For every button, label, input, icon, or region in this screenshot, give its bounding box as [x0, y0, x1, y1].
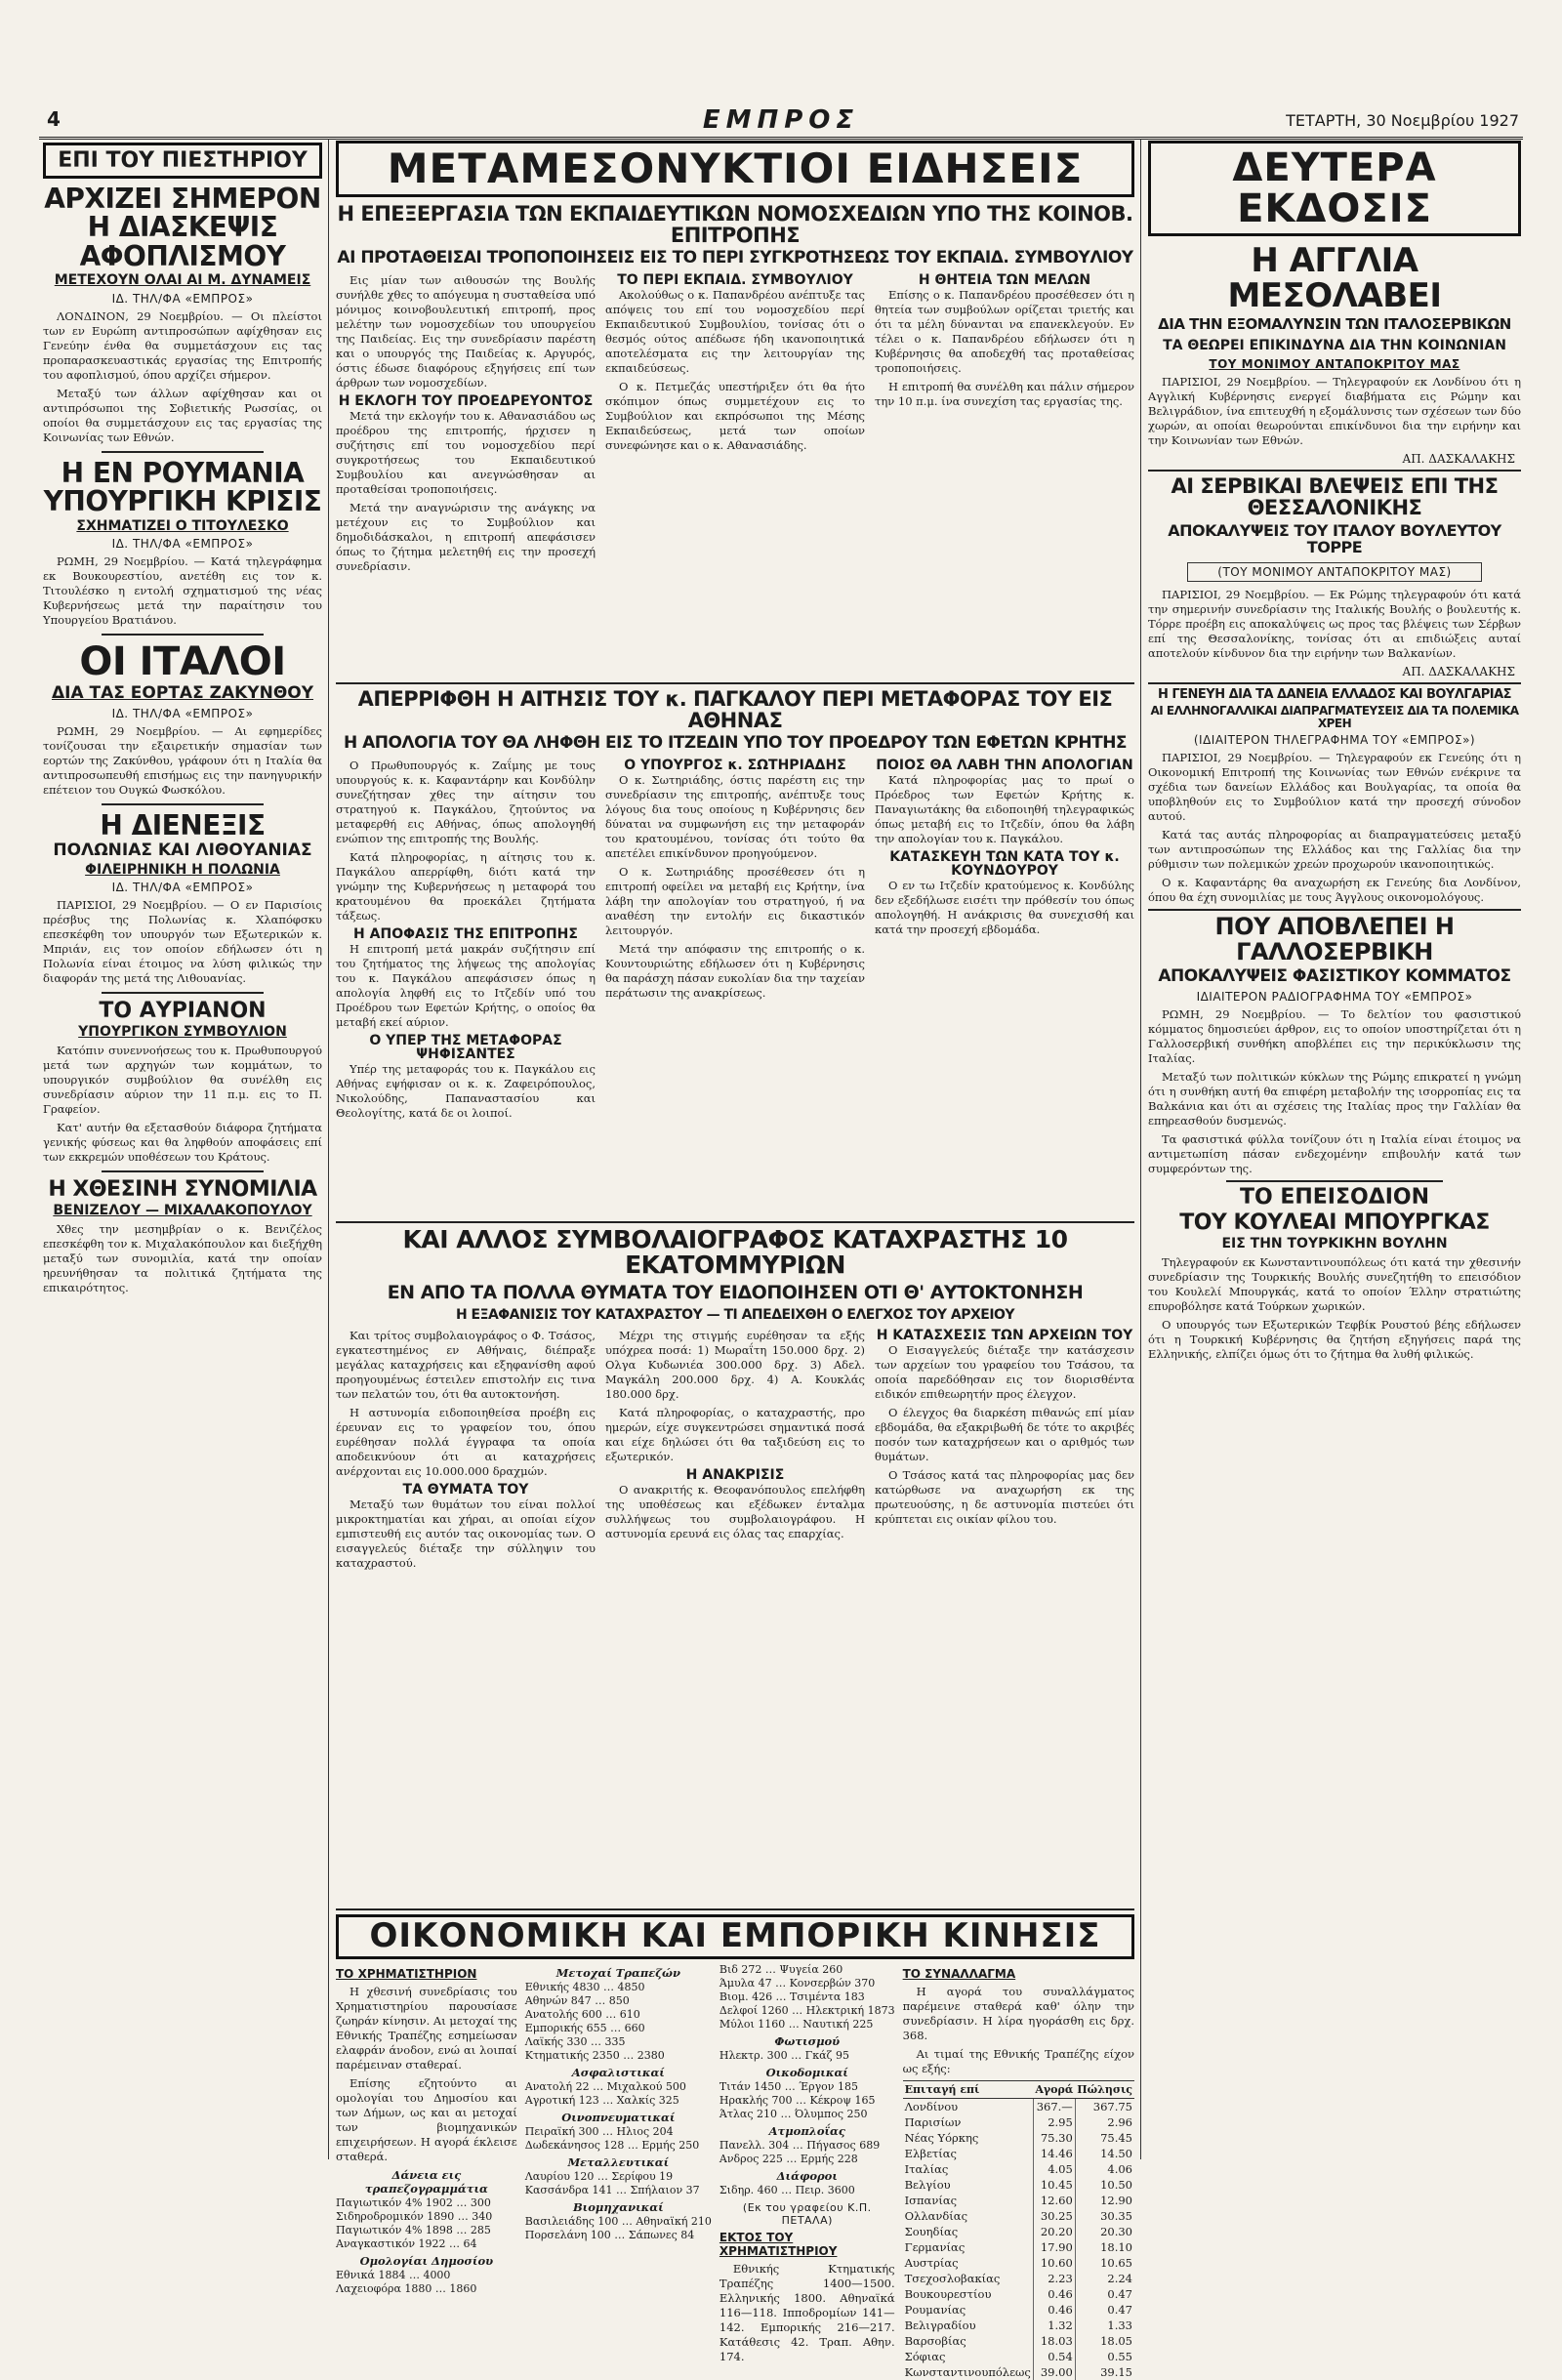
market-line: Πανελλ. 304 … Πήγασος 689 — [719, 2138, 881, 2152]
page-number: 4 — [47, 107, 61, 131]
market-line: Τιτάν 1450 … Έργον 185 — [719, 2079, 858, 2093]
rate-city: Βελγίου — [903, 2177, 1034, 2193]
article-text: ΠΑΡΙΣΙΟΙ, 29 Νοεμβρίου. — Τηλεγραφούν εκ Λονδίνου ότι η Αγγλική Κυβέρνησις ενεργεί διαβήματα εις Ρώμην και Βελιγράδιον, ίνα επιτευχθή η εξομάλυνσις των σχέσεων των δύο χωρών, αι οποίαι θεωρούνται επικίνδυνοι δια την ειρήνην και την Κοινωνίαν των Εθνών. — [1148, 374, 1521, 447]
table-header: Πώλησις — [1075, 2080, 1134, 2098]
table-row — [903, 2098, 1134, 2114]
divider — [102, 992, 264, 994]
rate-buy: 14.46 — [1033, 2146, 1075, 2161]
article-subhead: Η ΚΑΤΑΣΧΕΣΙΣ ΤΩΝ ΑΡΧΕΙΩΝ ΤΟΥ — [876, 1328, 1133, 1344]
article-text: Επίσης ο κ. Παπανδρέου προσέθεσεν ότι η θητεία των συμβούλων ορίζεται τριετής και ότι τα μέλη δύνανται να επανεκλεγούν. Εν τέλει ο κ. Παπανδρέου εδήλωσεν ότι η Κυβέρνησις θα αποδεχθή τας προταθείσας τροποποιήσεις. — [875, 287, 1134, 375]
rate-buy: 18.03 — [1033, 2333, 1075, 2349]
divider — [1226, 1180, 1443, 1182]
article-text: Ο κ. Πετμεζάς υπεστήριξεν ότι θα ήτο σκόπιμον όπως συμμετέχουν εις το Συμβούλιον και εκπρόσωποι της Μέσης Εκπαιδεύσεως, μετά των οποίων συνεφώνησε και ο κ. Αθανασιάδης. — [605, 379, 865, 452]
subheadline: ΑΙ ΕΛΛΗΝΟΓΑΛΛΙΚΑΙ ΔΙΑΠΡΑΓΜΑΤΕΥΣΕΙΣ ΔΙΑ ΤΑ ΠΟΛΕΜΙΚΑ ΧΡΕΗ — [1150, 704, 1519, 730]
market-line: Πορσελάνη 100 … Σάπωνες 84 — [524, 2228, 695, 2241]
rate-buy: 39.00 — [1033, 2364, 1075, 2380]
rate-buy: 10.45 — [1033, 2177, 1075, 2193]
rate-sell: 0.47 — [1107, 2286, 1132, 2301]
article-text: Η επιτροπή μετά μακράν συζήτησιν επί του ζητήματος της λήψεως της απολογίας του κ. Παγκάλου απεφάσισεν όπως η απολογία ληφθή εις το Ιτζεδίν υπό του Προέδρου των Εφετών Κρήτης, ο οποίος θα μεταβή εκεί αύριον. — [336, 941, 596, 1029]
article-text: Και τρίτος συμβολαιογράφος ο Φ. Τσάσος, εγκατεστημένος εν Αθήναις, διέπραξε μεγάλας καταχρήσεις και εξηφανίσθη αφού προηγουμένως έστειλεν επιστολήν εις τινα των πελατών του, ότι θα αυτοκτονήση. — [336, 1329, 596, 1402]
credit: (ΤΟΥ ΜΟΝΙΜΟΥ ΑΝΤΑΠΟΚΡΙΤΟΥ ΜΑΣ) — [1187, 562, 1482, 582]
divider — [336, 682, 1134, 684]
market-section: Οικοδομικαί — [765, 2065, 848, 2079]
subheadline: Η ΑΠΟΛΟΓΙΑ ΤΟΥ ΘΑ ΛΗΦΘΗ ΕΙΣ ΤΟ ΙΤΖΕΔΙΝ ΥΠΟ ΤΟΥ ΠΡΟΕΔΡΟΥ ΤΩΝ ΕΦΕΤΩΝ ΚΡΗΤΗΣ — [343, 733, 1128, 754]
table-row — [903, 2349, 1134, 2364]
market-line: Μύλοι 1160 … Ναυτική 225 — [719, 2017, 874, 2031]
subheadline: ΔΙΑ ΤΗΝ ΕΞΟΜΑΛΥΝΣΙΝ ΤΩΝ ΙΤΑΛΟΣΕΡΒΙΚΩΝ — [1158, 315, 1511, 334]
market-line: Βιομ. 426 … Τσιμέντα 183 — [719, 1990, 865, 2003]
article-text: Μετά την απόφασιν της επιτροπής ο κ. Κουντουριώτης εδήλωσεν ότι η Κυβέρνησις θα παράσχη πάσαν ευκολίαν δια την ταχείαν περάτωσιν της ανακρίσεως. — [605, 941, 865, 1000]
table-row — [903, 2177, 1134, 2193]
article-columns — [336, 273, 1134, 678]
subheadline: ΑΠΟΚΑΛΥΨΕΙΣ ΦΑΣΙΣΤΙΚΟΥ ΚΟΜΜΑΤΟΣ — [1158, 965, 1511, 986]
column-rule — [328, 139, 329, 2159]
headline: ΤΟ ΑΥΡΙΑΝΟΝ — [99, 999, 267, 1024]
rate-city: Σουηδίας — [903, 2224, 1034, 2239]
headline: Η ΕΠΕΞΕΡΓΑΣΙΑ ΤΩΝ ΕΚΠΑΙΔΕΥΤΙΚΩΝ ΝΟΜΟΣΧΕΔΙΩΝ ΥΠΟ ΤΗΣ ΚΟΙΝΟΒ. ΕΠΙΤΡΟΠΗΣ — [337, 202, 1133, 248]
article-subhead: Η ΑΠΟΦΑΣΙΣ ΤΗΣ ΕΠΙΤΡΟΠΗΣ — [353, 925, 578, 942]
table-header: Αγορά — [1033, 2080, 1075, 2098]
market-line: Σιδηροδρομικόν 1890 … 340 — [336, 2209, 493, 2223]
rate-buy: 10.60 — [1033, 2255, 1075, 2271]
headline: ΑΡΧΙΖΕΙ ΣΗΜΕΡΟΝ Η ΔΙΑΣΚΕΨΙΣ ΑΦΟΠΛΙΣΜΟΥ — [44, 183, 321, 272]
article-text: Κατ' αυτήν θα εξετασθούν διάφορα ζητήματα γενικής φύσεως και θα ληφθούν αποφάσεις επί των εκκρεμών υποθέσεων του Κράτους. — [43, 1120, 322, 1164]
subheadline: ΕΝ ΑΠΟ ΤΑ ΠΟΛΛΑ ΘΥΜΑΤΑ ΤΟΥ ΕΙΔΟΠΟΙΗΣΕΝ ΟΤΙ Θ' ΑΥΤΟΚΤΟΝΗΣΗ — [387, 1282, 1084, 1304]
market-line: Κασσάνδρα 141 … Σπήλαιον 37 — [524, 2183, 700, 2196]
article-text: Κατά τας αυτάς πληροφορίας αι διαπραγματεύσεις μεταξύ των αντιπροσώπων της Ελλάδος και της Γαλλίας δια την ρύθμισιν των πολεμικών χρεών προχωρούν ικανοποιητικώς. — [1148, 828, 1521, 872]
article-text: Εις μίαν των αιθουσών της Βουλής συνήλθε χθες το απόγευμα η συσταθείσα υπό μόνιμος κοινοβουλευτική επιτροπή, προς μελέτην των νομοσχεδίων του υπουργείου της Παιδείας. Εις την συνεδρίασιν παρέστη και ο υπουργός της Παιδείας κ. Αργυρός, όστις έδωσε διαφόρους εξηγήσεις επί των άρθρων των νομοσχεδίων. — [336, 273, 596, 390]
byline: ΑΠ. ΔΑΣΚΑΛΑΚΗΣ — [1402, 664, 1515, 678]
table-row — [903, 2302, 1134, 2318]
credit: ΤΟΥ ΜΟΝΙΜΟΥ ΑΝΤΑΠΟΚΡΙΤΟΥ ΜΑΣ — [1209, 356, 1460, 371]
market-section: Ατμοπλοΐας — [768, 2123, 845, 2138]
article-text: Κατά πληροφορίας μας το πρωί ο Πρόεδρος των Εφετών Κρήτης κ. Παναγιωτάκης θα ειδοποιηθή τηλεγραφικώς όπως μεταβή εις το Ιτζεδίν, όπου θα λάβη την απολογίαν του κ. Παγκάλου. — [875, 772, 1134, 845]
subheadline: ΜΕΤΕΧΟΥΝ ΟΛΑΙ ΑΙ Μ. ΔΥΝΑΜΕΙΣ — [54, 272, 311, 289]
table-row — [903, 2193, 1134, 2208]
rate-buy: 30.25 — [1033, 2208, 1075, 2224]
article-text: Η επιτροπή θα συνέλθη και πάλιν σήμερον την 10 π.μ. ίνα συνεχίση τας εργασίας της. — [875, 379, 1134, 408]
divider — [102, 1170, 264, 1172]
article-subhead: Η ΑΝΑΚΡΙΣΙΣ — [685, 1467, 785, 1484]
table-row — [903, 2161, 1134, 2177]
market-line: Λαυρίου 120 … Σερίφου 19 — [524, 2169, 674, 2183]
subheadline: ΑΠΟΚΑΛΥΨΕΙΣ ΤΟΥ ΙΤΑΛΟΥ ΒΟΥΛΕΥΤΟΥ ΤΟΡΡΕ — [1168, 520, 1501, 556]
divider — [1148, 909, 1521, 911]
article-columns — [336, 1329, 1134, 1905]
subheadline: ΔΙΑ ΤΑΣ ΕΟΡΤΑΣ ΖΑΚΥΝΘΟΥ — [51, 683, 314, 704]
rate-sell: 0.55 — [1107, 2349, 1132, 2363]
rate-buy: 4.05 — [1033, 2161, 1075, 2177]
subheadline: ΕΙΣ ΤΗΝ ΤΟΥΡΚΙΚΗΝ ΒΟΥΛΗΝ — [1221, 1235, 1448, 1252]
market-line: Λαχειοφόρα 1880 … 1860 — [336, 2281, 477, 2295]
article-subhead: Η ΕΚΛΟΓΗ ΤΟΥ ΠΡΟΕΔΡΕΥΟΝΤΟΣ — [338, 393, 594, 410]
article-text: Ο κ. Καφαντάρης θα αναχωρήση εκ Γενεύης δια Λονδίνον, όπου θα έχη συνομιλίας με τους Άγγλους οικονομολόγους. — [1148, 876, 1521, 905]
market-line: Αγροτική 123 … Χαλκίς 325 — [524, 2093, 679, 2107]
article-subhead: Ο ΥΠΕΡ ΤΗΣ ΜΕΤΑΦΟΡΑΣ ΨΗΦΙΣΑΝΤΕΣ — [369, 1032, 562, 1063]
table-row — [903, 2255, 1134, 2271]
table-row — [903, 2271, 1134, 2286]
right-column — [1148, 141, 1521, 2159]
rate-sell: 0.47 — [1107, 2302, 1132, 2317]
table-row — [903, 2286, 1134, 2302]
rate-sell: 39.15 — [1100, 2364, 1132, 2379]
headline: ΚΑΙ ΑΛΛΟΣ ΣΥΜΒΟΛΑΙΟΓΡΑΦΟΣ ΚΑΤΑΧΡΑΣΤΗΣ 10 ΕΚΑΤΟΜΜΥΡΙΩΝ — [402, 1224, 1068, 1280]
divider — [1148, 682, 1521, 684]
byline: ΑΠ. ΔΑΣΚΑΛΑΚΗΣ — [1402, 451, 1515, 466]
market-line: Βιδ 272 … Ψυγεία 260 — [719, 1962, 843, 1976]
market-line: Ηλεκτρ. 300 … Γκάζ 95 — [719, 2048, 849, 2062]
credit: (ΙΔΙΑΙΤΕΡΟΝ ΤΗΛΕΓΡΑΦΗΜΑ ΤΟΥ «ΕΜΠΡΟΣ») — [1193, 733, 1476, 748]
article-subhead: Η ΘΗΤΕΙΑ ΤΩΝ ΜΕΛΩΝ — [918, 272, 1091, 289]
rate-city: Γερμανίας — [903, 2239, 1034, 2255]
article-text: Τηλεγραφούν εκ Κωνσταντινουπόλεως ότι κατά την χθεσινήν συνεδρίασιν της Τουρκικής Βουλής συνεζητήθη το επεισόδιον του Κουλελί Μπουργκάς, κατά το οποίον Έλλην στρατιώτης επυροβόλησε κατά Τούρκων χωρικών. — [1148, 1255, 1521, 1314]
rate-buy: 367.— — [1033, 2098, 1075, 2114]
rate-city: Παρισίων — [903, 2114, 1034, 2130]
market-line: Άτλας 210 … Όλυμπος 250 — [719, 2107, 868, 2120]
headline: ΑΙ ΣΕΡΒΙΚΑΙ ΒΛΕΨΕΙΣ ΕΠΙ ΤΗΣ ΘΕΣΣΑΛΟΝΙΚΗΣ — [1171, 473, 1499, 519]
rate-city: Ρουμανίας — [903, 2302, 1034, 2318]
rate-city: Ισπανίας — [903, 2193, 1034, 2208]
rate-sell: 12.90 — [1100, 2193, 1132, 2207]
section-banner: ΔΕΥΤΕΡΑ ΕΚΔΟΣΙΣ — [1148, 141, 1521, 236]
market-line: Αναγκαστικόν 1922 … 64 — [336, 2236, 477, 2250]
market-line: Ηρακλής 700 … Κέκροψ 165 — [719, 2093, 876, 2107]
issue-date: ΤΕΤΑΡΤΗ, 30 Νοεμβρίου 1927 — [1286, 111, 1519, 130]
paper-name: ΕΜΠΡΟΣ — [702, 105, 860, 135]
table-header: Επιταγή επί — [903, 2080, 1034, 2098]
market-line: Βασιλειάδης 100 … Αθηναϊκή 210 — [524, 2214, 712, 2228]
article-text: Ο κ. Σωτηριάδης προσέθεσεν ότι η επιτροπή οφείλει να μεταβή εις Κρήτην, ίνα λάβη την απολογίαν του στρατηγού, ή να αναθέση την εντολήν εις δικαστικόν λειτουργόν. — [605, 864, 865, 937]
article-text: ΠΑΡΙΣΙΟΙ, 29 Νοεμβρίου. — Τηλεγραφούν εκ Γενεύης ότι η Οικονομική Επιτροπή της Κοινωνίας των Εθνών ενέκρινε τα σχέδια των δανείων Ελλάδος και Βουλγαρίας, τα οποία θα υποβληθούν εις το Συμβούλιον κατά την προσεχή σύνοδον αυτού. — [1148, 751, 1521, 824]
rate-sell: 10.50 — [1100, 2177, 1132, 2192]
market-line: Παγιωτικόν 4% 1902 … 300 — [336, 2195, 491, 2209]
market-line: Πειραϊκή 300 … Ηλιος 204 — [524, 2124, 674, 2138]
market-line: Εθνικά 1884 … 4000 — [336, 2268, 451, 2281]
article-text: Μεταξύ των πολιτικών κύκλων της Ρώμης επικρατεί η γνώμη ότι η συνθήκη αυτή θα επιφέρη μεταβολήν της ισορροπίας εις τα Βαλκάνια και ότι αι σχέσεις της Ιταλίας προς την Γαλλίαν θα επηρεασθούν δυσμενώς. — [1148, 1069, 1521, 1128]
divider — [1148, 470, 1521, 472]
subheadline: ΠΟΛΩΝΙΑΣ ΚΑΙ ΛΙΘΟΥΑΝΙΑΣ — [53, 840, 312, 860]
credit: ΙΔ. ΤΗΛ/ΦΑ «ΕΜΠΡΟΣ» — [111, 537, 254, 552]
divider — [102, 451, 264, 453]
table-row — [903, 2224, 1134, 2239]
market-line: Εμπορικής 655 … 660 — [524, 2021, 645, 2034]
credit: ΙΔΙΑΙΤΕΡΟΝ ΡΑΔΙΟΓΡΑΦΗΜΑ ΤΟΥ «ΕΜΠΡΟΣ» — [1196, 989, 1473, 1004]
article-text: ΛΟΝΔΙΝΟΝ, 29 Νοεμβρίου. — Οι πλείστοι των εν Ευρώπη αντιπροσώπων αφίχθησαν εις Γενεύην ένθα θα συμμετάσχουν εις τας προπαρασκευαστικάς εργασίας της Επιτροπής του αφοπλισμού, όπου αρχίζει σήμερον. — [43, 308, 322, 382]
rate-city: Νέας Υόρκης — [903, 2130, 1034, 2146]
article-subhead: ΚΑΤΑΣΚΕΥΗ ΤΩΝ ΚΑΤΑ ΤΟΥ κ. ΚΟΥΝΔΟΥΡΟΥ — [889, 848, 1120, 880]
article-text: Αι τιμαί της Εθνικής Τραπέζης είχον ως εξής: — [902, 2046, 1134, 2075]
rate-city: Αυστρίας — [903, 2255, 1034, 2271]
rate-buy: 20.20 — [1033, 2224, 1075, 2239]
article-text: Μεταξύ των άλλων αφίχθησαν και οι αντιπρόσωποι της Σοβιετικής Ρωσσίας, οι οποίοι θα συμμετάσχουν εις τας εργασίας της Κοινωνίας των Εθνών. — [43, 386, 322, 444]
article-text: Χθες την μεσημβρίαν ο κ. Βενιζέλος επεσκέφθη τον κ. Μιχαλακόπουλον και διεξήχθη μεταξύ των συνομιλία, κατά την οποίαν ηρευνήθησαν τα πολιτικά ζητήματα της επικαιρότητος. — [43, 1221, 322, 1294]
market-line: Λαϊκής 330 … 335 — [524, 2034, 626, 2048]
rate-sell: 2.24 — [1107, 2271, 1132, 2285]
article-text: Ο ανακριτής κ. Θεοφανόπουλος επελήφθη της υποθέσεως και εξέδωκεν ένταλμα συλλήψεως του συμβολαιογράφου. Η αστυνομία ερευνά εις όλας τας επαρχίας. — [605, 1482, 865, 1540]
table-row — [903, 2146, 1134, 2161]
article-text: ΠΑΡΙΣΙΟΙ, 29 Νοεμβρίου. — Ο εν Παρισίοις πρέσβυς της Πολωνίας κ. Χλαπόφσκυ επεσκέφθη τον υπουργόν των Εξωτερικών κ. Μπριάν, εις τον οποίον εδήλωσεν ότι η Πολωνία είναι έτοιμος να λύση φιλικώς την διαφοράν της μετά της Λιθουανίας. — [43, 898, 322, 986]
article-text: ΡΩΜΗ, 29 Νοεμβρίου. — Αι εφημερίδες τονίζουσαι την εξαιρετικήν σημασίαν των εορτών της Ζακύνθου, γράφουν ότι η Ιταλία θα αντιπροσωπευθή επισήμως εις την πανηγυρικήν επέτειον του Ουγκώ Φωσκόλου. — [43, 724, 322, 798]
article-columns — [336, 759, 1134, 1217]
market-line: Δελφοί 1260 … Ηλεκτρική 1873 — [719, 2003, 895, 2017]
market-section: Μεταλλευτικαί — [567, 2154, 670, 2169]
article-text: Εθνικής Κτηματικής Τραπέζης 1400—1500. Ελληνικής 1800. Αθηναϊκά 116—118. Ιπποδρομίων 141—142. Εμπορικής 216—217. Κατάθεσις 42. Τραπ. Αθην. 174. — [719, 2261, 895, 2363]
table-row — [903, 2364, 1134, 2380]
rate-city: Λονδίνου — [903, 2098, 1034, 2114]
rate-city: Βελιγραδίου — [903, 2318, 1034, 2333]
rate-sell: 4.06 — [1107, 2161, 1132, 2176]
credit: ΙΔ. ΤΗΛ/ΦΑ «ΕΜΠΡΟΣ» — [111, 291, 254, 306]
rate-sell: 2.96 — [1107, 2114, 1132, 2129]
article-text: Ο κ. Σωτηριάδης, όστις παρέστη εις την συνεδρίασιν της επιτροπής, ανέπτυξε τους λόγους δια τους οποίους η Κυβέρνησις δεν δύναται να συμφωνήση εις την μεταφοράν του κρατουμένου, τονίσας ότι τούτο θα απετέλει επικίνδυνον προηγούμενον. — [605, 772, 865, 860]
rate-sell: 75.45 — [1100, 2130, 1132, 2145]
market-section: Μετοχαί Τραπεζών — [555, 1965, 680, 1980]
column-title: ΕΠΙ ΤΟΥ ΠΙΕΣΤΗΡΙΟΥ — [43, 143, 322, 179]
table-row — [903, 2333, 1134, 2349]
midnight-news-section — [336, 141, 1134, 2379]
headline: Η ΔΙΕΝΕΞΙΣ — [100, 809, 266, 842]
table-row — [903, 2239, 1134, 2255]
column-rule — [1140, 139, 1141, 2159]
article-text: Κατόπιν συνεννοήσεως του κ. Πρωθυπουργού μετά των αρχηγών των κομμάτων, το υπουργικόν συμβούλιον θα συνέλθη εις συνεδρίασιν αύριον την 11 π.μ. εις το Π. Γραφείον. — [43, 1043, 322, 1116]
market-title: ΤΟ ΣΥΝΑΛΛΑΓΜΑ — [902, 1966, 1016, 1981]
rate-city: Ιταλίας — [903, 2161, 1034, 2177]
headline: ΟΙ ΙΤΑΛΟΙ — [79, 639, 286, 685]
market-section: Διάφοροι — [776, 2168, 838, 2183]
divider — [102, 634, 264, 636]
rate-sell: 367.75 — [1092, 2099, 1132, 2113]
rate-sell: 18.10 — [1100, 2239, 1132, 2254]
article-text: Ο υπουργός των Εξωτερικών Τεφβίκ Ρουστού βέης εδήλωσεν ότι η Τουρκική Κυβέρνησις θα ζητήση εξηγήσεις παρά της Ελληνικής, ελπίζει όμως ότι το ζήτημα θα λυθή φιλικώς. — [1148, 1318, 1521, 1362]
table-row — [903, 2208, 1134, 2224]
article-text: Μέχρι της στιγμής ευρέθησαν τα εξής υπόχρεα ποσά: 1) Μωραΐτη 150.000 δρχ. 2) Ολγα Κυδωνιέα 300.000 δρχ. 3) Αδελ. Μαγκάλη 200.000 δρχ. 4) Α. Κουκλάς 180.000 δρχ. — [605, 1329, 865, 1402]
rate-sell: 14.50 — [1100, 2146, 1132, 2160]
market-line: Ανδρος 225 … Ερμής 228 — [719, 2152, 858, 2165]
subheadline: Η ΕΞΑΦΑΝΙΣΙΣ ΤΟΥ ΚΑΤΑΧΡΑΣΤΟΥ — ΤΙ ΑΠΕΔΕΙΧΘΗ Ο ΕΛΕΓΧΟΣ ΤΟΥ ΑΡΧΕΙΟΥ — [455, 1307, 1015, 1324]
credit: ΙΔ. ΤΗΛ/ΦΑ «ΕΜΠΡΟΣ» — [111, 881, 254, 895]
market-line: Άμυλα 47 … Κονσερβών 370 — [719, 1976, 876, 1990]
market-line: Σιδηρ. 460 … Πειρ. 3600 — [719, 2183, 855, 2196]
article-text: Ο Εισαγγελεύς διέταξε την κατάσχεσιν των αρχείων του γραφείου του Τσάσου, τα οποία παρεδόθησαν εις τον διορισθέντα ειδικόν επιθεωρητήν προς έλεγχον. — [875, 1342, 1134, 1401]
masthead — [39, 105, 1523, 140]
article-subhead: Ο ΥΠΟΥΡΓΟΣ κ. ΣΩΤΗΡΙΑΔΗΣ — [624, 757, 846, 773]
divider — [336, 1908, 1134, 1910]
rate-buy: 2.23 — [1033, 2271, 1075, 2286]
headline: Η ΕΝ ΡΟΥΜΑΝΙΑ ΥΠΟΥΡΓΙΚΗ ΚΡΙΣΙΣ — [43, 456, 322, 518]
market-line: Παγιωτικόν 4% 1898 … 285 — [336, 2223, 491, 2236]
market-section: Ασφαλιστικαί — [571, 2065, 665, 2079]
article-text: Η αστυνομία ειδοποιηθείσα προέβη εις έρευναν εις το γραφείον του, όπου ευρέθησαν πολλά έγγραφα τα οποία αποδεικνύουν ότι αι καταχρήσεις ανέρχονται εις 10.000.000 δραχμών. — [336, 1406, 596, 1479]
market-line: Δωδεκάνησος 128 … Ερμής 250 — [524, 2138, 700, 2152]
rate-buy: 0.54 — [1033, 2349, 1075, 2364]
market-line: Ανατολή 22 … Μιχαλκού 500 — [524, 2079, 686, 2093]
subheadline: ΤΟΥ ΚΟΥΛΕΑΙ ΜΠΟΥΡΓΚΑΣ — [1179, 1210, 1490, 1235]
headline: Η ΧΘΕΣΙΝΗ ΣΥΝΟΜΙΛΙΑ — [48, 1176, 317, 1202]
subheadline: ΥΠΟΥΡΓΙΚΟΝ ΣΥΜΒΟΥΛΙΟΝ — [78, 1024, 287, 1041]
rate-city: Βουκουρεστίου — [903, 2286, 1034, 2302]
article-text: Υπέρ της μεταφοράς του κ. Παγκάλου εις Αθήνας εψήφισαν οι κ. κ. Ζαφειρόπουλος, Νικολούδης, Παπαναστασίου και Θεολογίτης, κατά δε οι λοιποί. — [336, 1062, 596, 1121]
rate-buy: 1.32 — [1033, 2318, 1075, 2333]
rate-buy: 2.95 — [1033, 2114, 1075, 2130]
rate-city: Τσεχοσλοβακίας — [903, 2271, 1034, 2286]
article-text: Ο Πρωθυπουργός κ. Ζαΐμης με τους υπουργούς κ. κ. Καφαντάρην και Κονδύλην συνεζήτησαν χθες την αίτησιν του στρατηγού κ. Παγκάλου, ζητούντος να μεταφερθή εις Αθήνας, όπως απολογηθή ενώπιον της επιτροπής της Βουλής. — [336, 758, 596, 845]
market-line: Αθηνών 847 … 850 — [524, 1993, 630, 2007]
article-text: Τα φασιστικά φύλλα τονίζουν ότι η Ιταλία είναι έτοιμος να αντιμετωπίση πάσαν ενδεχομένην επιβουλήν κατά των συμφερόντων της. — [1148, 1131, 1521, 1175]
rate-city: Ελβετίας — [903, 2146, 1034, 2161]
rate-sell: 10.65 — [1100, 2255, 1132, 2270]
headline: Η ΑΓΓΛΙΑ ΜΕΣΟΛΑΒΕΙ — [1227, 241, 1442, 315]
headline: Η ΓΕΝΕΥΗ ΔΙΑ ΤΑ ΔΑΝΕΙΑ ΕΛΛΑΔΟΣ ΚΑΙ ΒΟΥΛΓΑΡΙΑΣ — [1157, 686, 1512, 702]
rate-city: Ολλανδίας — [903, 2208, 1034, 2224]
rate-sell: 1.33 — [1107, 2318, 1132, 2332]
article-text: Ο Τσάσος κατά τας πληροφορίας μας δεν κατώρθωσε να αναχωρήση εκ της πρωτευούσης, η δε αστυνομία πιστεύει ότι κρύπτεται εις οικίαν φίλου του. — [875, 1467, 1134, 1526]
article-text: ΡΩΜΗ, 29 Νοεμβρίου. — Το δελτίον του φασιστικού κόμματος δημοσιεύει άρθρον, εις το οποίον υποστηρίζεται ότι η Γαλλοσερβική συνθήκη αποβλέπει εις την περικύκλωσιν της Ιταλίας. — [1148, 1006, 1521, 1065]
rate-buy: 12.60 — [1033, 2193, 1075, 2208]
headline: ΠΟΥ ΑΠΟΒΛΕΠΕΙ Η ΓΑΛΛΟΣΕΡΒΙΚΗ — [1214, 913, 1455, 965]
article-text: Μετά την εκλογήν του κ. Αθανασιάδου ως προέδρου της επιτροπής, ήρχισεν η συζήτησις επί του νομοσχεδίου περί συγκροτήσεως του Εκπαιδευτικού Συμβουλίου και ανεγνώσθησαν αι προταθείσαι τροποποιήσεις. — [336, 408, 596, 496]
table-row — [903, 2318, 1134, 2333]
table-row — [903, 2114, 1134, 2130]
credit: ΙΔ. ΤΗΛ/ΦΑ «ΕΜΠΡΟΣ» — [111, 707, 254, 721]
subheadline: ΤΑ ΘΕΩΡΕΙ ΕΠΙΚΙΝΔΥΝΑ ΔΙΑ ΤΗΝ ΚΟΙΝΩΝΙΑΝ — [1163, 338, 1506, 354]
exchange-rates-table — [903, 2080, 1134, 2380]
article-text: ΡΩΜΗ, 29 Νοεμβρίου. — Κατά τηλεγράφημα εκ Βουκουρεστίου, ανετέθη εις τον κ. Τιτουλέσκο η εντολή σχηματισμού της νέας Κυβερνήσεως μετά την παραίτησιν του Υπουργείου Βρατιάνου. — [43, 554, 322, 628]
rate-buy: 75.30 — [1033, 2130, 1075, 2146]
market-title: ΤΟ ΧΡΗΜΑΤΙΣΤΗΡΙΟΝ — [336, 1966, 477, 1981]
market-title: ΕΚΤΟΣ ΤΟΥ ΧΡΗΜΑΤΙΣΤΗΡΙΟΥ — [719, 2230, 838, 2258]
rate-city: Σόφιας — [903, 2349, 1034, 2364]
rate-sell: 20.30 — [1100, 2224, 1132, 2238]
rate-city: Βαρσοβίας — [903, 2333, 1034, 2349]
market-section: Φωτισμού — [774, 2033, 841, 2048]
rate-buy: 0.46 — [1033, 2286, 1075, 2302]
left-column — [43, 143, 322, 2159]
market-line: Ανατολής 600 … 610 — [524, 2007, 640, 2021]
divider — [336, 1221, 1134, 1223]
article-text: Κατά πληροφορίας, ο καταχραστής, προ ημερών, είχε συγκεντρώσει σημαντικά ποσά και είχε δηλώσει ότι θα ταξιδεύση εις το εξωτερικόν. — [605, 1406, 865, 1464]
subheadline: ΑΙ ΠΡΟΤΑΘΕΙΣΑΙ ΤΡΟΠΟΠΟΙΗΣΕΙΣ ΕΙΣ ΤΟ ΠΕΡΙ ΣΥΓΚΡΟΤΗΣΕΩΣ ΤΟΥ ΕΚΠΑΙΔ. ΣΥΜΒΟΥΛΙΟΥ — [337, 248, 1133, 268]
subheadline: ΒΕΝΙΖΕΛΟΥ — ΜΙΧΑΛΑΚΟΠΟΥΛΟΥ — [53, 1203, 312, 1219]
rate-buy: 17.90 — [1033, 2239, 1075, 2255]
rate-city: Κωνσταντινουπόλεως — [903, 2364, 1034, 2380]
market-note: (Εκ του γραφείου Κ.Π. ΠΕΤΑΛΑ) — [742, 2200, 872, 2227]
article-subhead: ΤΑ ΘΥΜΑΤΑ ΤΟΥ — [402, 1482, 529, 1498]
article-subhead: ΤΟ ΠΕΡΙ ΕΚΠΑΙΔ. ΣΥΜΒΟΥΛΙΟΥ — [617, 272, 853, 289]
article-text: Η χθεσινή συνεδρίασις του Χρηματιστηρίου παρουσίασε ζωηράν κίνησιν. Αι μετοχαί της Εθνικής Τραπέζης εσημείωσαν ελαφράν άνοδον, ενώ αι λοιπαί παρέμειναν σταθεραί. — [336, 1984, 517, 2072]
article-text: Ακολούθως ο κ. Παπανδρέου ανέπτυξε τας απόψεις του επί του νομοσχεδίου περί Εκπαιδευτικού Συμβουλίου, τονίσας ότι ο θεσμός ούτος απέδωσε ήδη ικανοποιητικά αποτελέσματα εις την λειτουργίαν της εκπαιδεύσεως. — [605, 287, 865, 375]
article-text: Επίσης εζητούντο αι ομολογίαι του Δημοσίου και των Δήμων, ως και αι μετοχαί των βιομηχανικών επιχειρήσεων. Η αγορά έκλεισε σταθερά. — [336, 2075, 517, 2163]
rate-sell: 18.05 — [1100, 2333, 1132, 2348]
headline: ΑΠΕΡΡΙΦΘΗ Η ΑΙΤΗΣΙΣ ΤΟΥ κ. ΠΑΓΚΑΛΟΥ ΠΕΡΙ ΜΕΤΑΦΟΡΑΣ ΤΟΥ ΕΙΣ ΑΘΗΝΑΣ — [357, 687, 1113, 733]
market-line: Κτηματικής 2350 … 2380 — [524, 2048, 665, 2062]
market-line: Εθνικής 4830 … 4850 — [524, 1980, 645, 1993]
table-row — [903, 2130, 1134, 2146]
market-section: Βιομηχανικαί — [572, 2199, 664, 2214]
markets-columns — [336, 1962, 1134, 2379]
divider — [102, 803, 264, 805]
market-section: Οινοπνευματικαί — [561, 2110, 676, 2124]
subheadline: ΦΙΛΕΙΡΗΝΙΚΗ Η ΠΟΛΩΝΙΑ — [85, 861, 280, 878]
article-text: Ο έλεγχος θα διαρκέση πιθανώς επί μίαν εβδομάδα, θα εξακριβωθή δε τότε το ακριβές ποσόν των καταχρήσεων και ο αριθμός των θυμάτων. — [875, 1405, 1134, 1463]
article-text: Μεταξύ των θυμάτων του είναι πολλοί μικροκτηματίαι και χήραι, αι οποίαι είχον εμπιστευθή εις αυτόν τας οικονομίας των. Ο εισαγγελεύς διέταξε την σύλληψιν του καταχραστού. — [336, 1497, 596, 1570]
section-banner: ΜΕΤΑΜΕΣΟΝΥΚΤΙΟΙ ΕΙΔΗΣΕΙΣ — [336, 141, 1134, 197]
article-text: ΠΑΡΙΣΙΟΙ, 29 Νοεμβρίου. — Εκ Ρώμης τηλεγραφούν ότι κατά την σημερινήν συνεδρίασιν της Ιταλικής Βουλής ο βουλευτής κ. Τόρρε προέβη εις αποκαλύψεις ως προς τας βλέψεις των Σέρβων επί της Θεσσαλονίκης, τονίσας ότι αι επιδιώξεις αυταί αποτελούν κίνδυνον δια την ειρήνην των Βαλκανίων. — [1148, 587, 1521, 660]
headline: ΤΟ ΕΠΕΙΣΟΔΙΟΝ — [1239, 1184, 1430, 1210]
market-section: Ομολογίαι Δημοσίου — [359, 2253, 494, 2268]
article-text: Μετά την αναγνώρισιν της ανάγκης να μετέχουν εις το Συμβούλιον και δημοδιδάσκαλοι, η επιτροπή απεφάσισεν όπως το ζήτημα μελετηθή εις την προσεχή συνεδρίασιν. — [336, 500, 596, 573]
subheadline: ΣΧΗΜΑΤΙΖΕΙ Ο ΤΙΤΟΥΛΕΣΚΟ — [76, 517, 289, 534]
article-text: Η αγορά του συναλλάγματος παρέμεινε σταθερά καθ' όλην την συνεδρίασιν. Η λίρα ηγοράσθη εις δρχ. 368. — [902, 1984, 1134, 2042]
rate-buy: 0.46 — [1033, 2302, 1075, 2318]
article-text: Ο εν τω Ιτζεδίν κρατούμενος κ. Κονδύλης δεν εξεδήλωσε εισέτι την πρόθεσίν του όπως απολογηθή. Η ανάκρισις θα συνεχισθή και κατά την προσεχή εβδομάδα. — [875, 879, 1134, 937]
article-text: Κατά πληροφορίας, η αίτησις του κ. Παγκάλου απερρίφθη, διότι κατά την γνώμην της Κυβερνήσεως η μεταφορά του κρατουμένου θα προεκάλει ζητήματα τάξεως. — [336, 849, 596, 923]
rate-sell: 30.35 — [1100, 2208, 1132, 2223]
market-section: Δάνεια εις τραπεζογραμμάτια — [364, 2167, 488, 2195]
article-subhead: ΠΟΙΟΣ ΘΑ ΛΑΒΗ ΤΗΝ ΑΠΟΛΟΓΙΑΝ — [876, 757, 1133, 773]
section-banner: ΟΙΚΟΝΟΜΙΚΗ ΚΑΙ ΕΜΠΟΡΙΚΗ ΚΙΝΗΣΙΣ — [336, 1914, 1134, 1959]
